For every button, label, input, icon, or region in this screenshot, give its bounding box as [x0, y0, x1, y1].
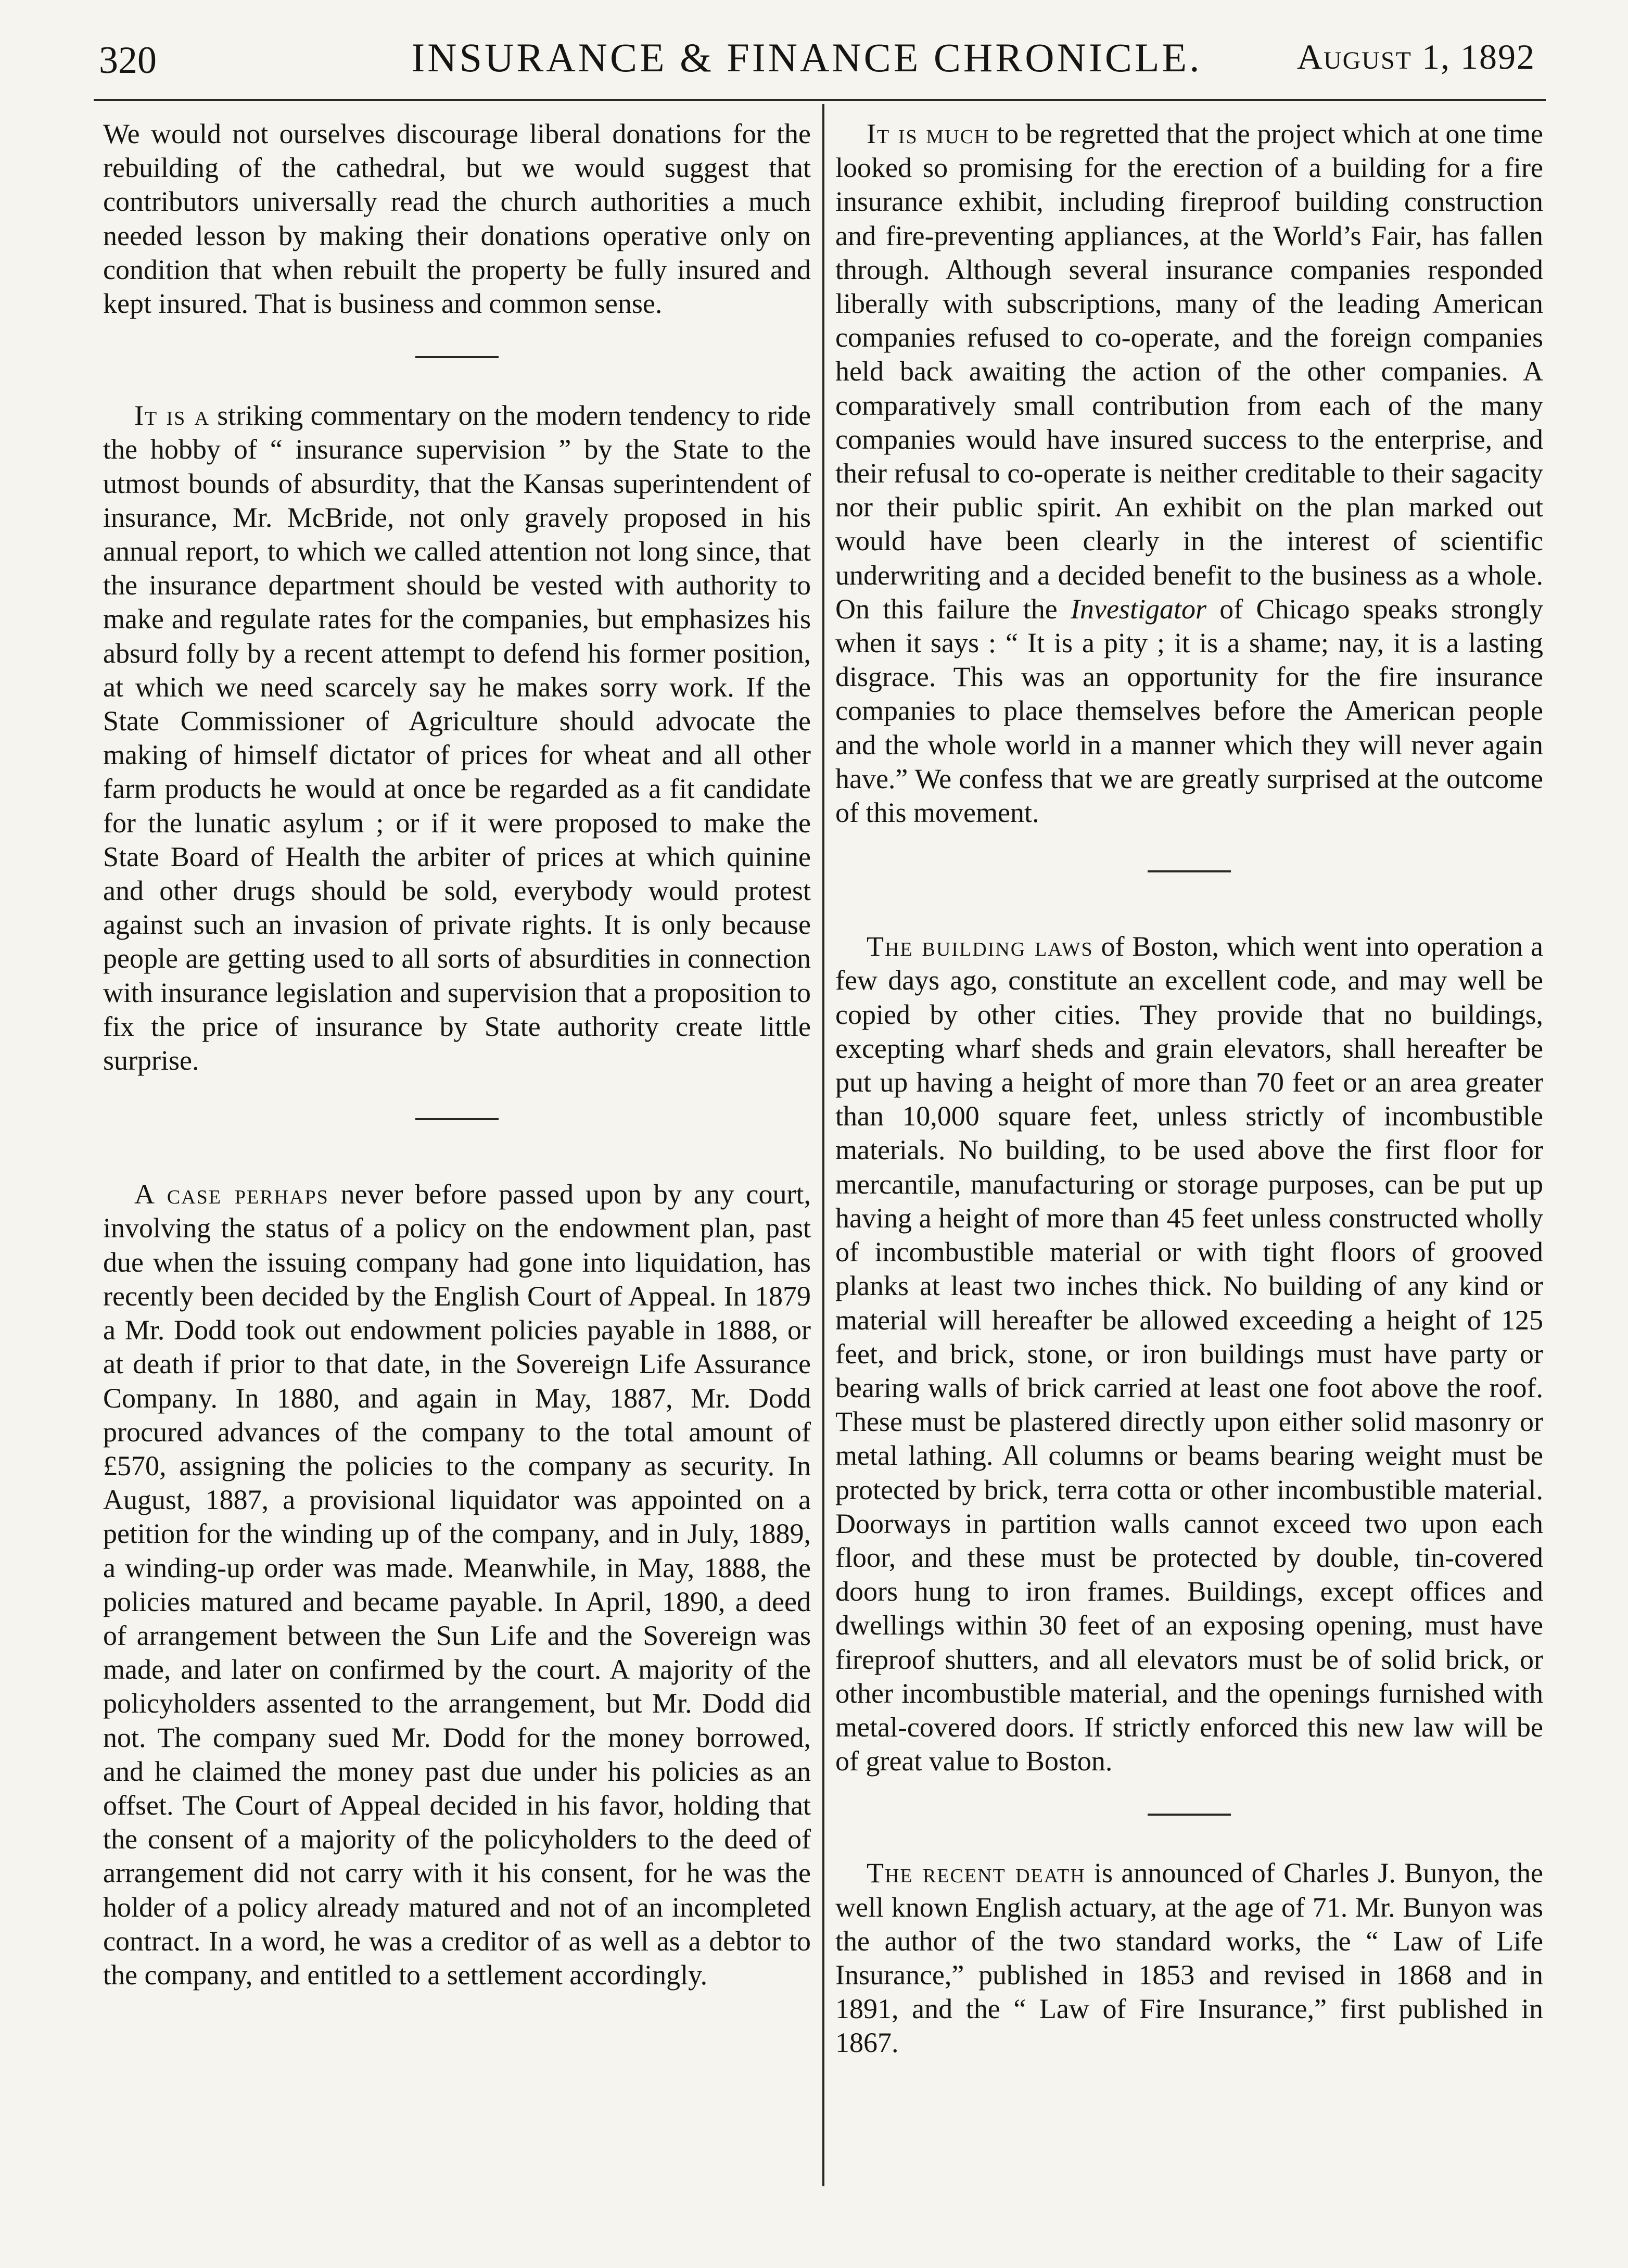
- article-lead: It is a: [134, 400, 210, 432]
- article-lead: The recent death: [867, 1857, 1086, 1889]
- section-separator: [415, 1118, 499, 1120]
- article-kansas-supervision: [103, 399, 811, 1078]
- article-lead: A case perhaps: [134, 1179, 329, 1210]
- article-body: striking commentary on the modern tendency to ride the hobby of “ insurance supervision ” by the State to the utmost bounds of absurdity, that the Kansas superintendent of insurance, Mr. McBride, not only gravely proposed in his annual report, to which we called attention not long since, that the insurance department should be vested with authority to make and regulate rates for the companies, but emphasizes his absurd folly by a recent attempt to defend his former position, at which we need scarcely say he makes sorry work. If the State Commissioner of Agriculture should advocate the making of himself dictator of prices for wheat and all other farm products he would at once be regarded as a fit candidate for the lunatic asylum ; or if it were proposed to make the State Board of Health the arbiter of prices at which quinine and other drugs should be sold, everybody would protest against such an invasion of private rights. It is only because people are getting used to all sorts of absurdities in connection with insurance legislation and supervision that a proposition to fix the price of insurance by State authority create little surprise.: [103, 400, 811, 1076]
- section-separator: [1148, 1814, 1231, 1816]
- article-body: to be regretted that the project which at one time looked so promising for the erection of a building for a fire insurance exhibit, including fireproof building construction and fire-preventing appliances, at the World’s Fair, has fallen through. Although several insurance companies responded liberally with subscriptions, many of the leading American companies refused to co-operate, and the foreign companies held back awaiting the action of the other companies. A comparatively small contribution from each of the many companies would have insured success to the enterprise, and their refusal to co-operate is neither creditable to their sagacity nor their public spirit. An exhibit on the plan marked out would have been clearly in the interest of scientific underwriting and a decided benefit to the business as a whole. On this failure the: [835, 118, 1543, 625]
- article-dodd-case: [103, 1177, 811, 1992]
- article-body-cont: of Chicago speaks strongly when it says : “ It is a pity ; it is a shame; nay, it is a lasting disgrace. This was an opportunity for the fire insurance companies to place themselves before the American people and the whole world in a manner which they will never again have.” We confess that we are greatly surprised at the outcome of this movement.: [835, 593, 1544, 829]
- article-cathedral-donations: We would not ourselves discourage liberal donations for the rebuilding of the cathedral, but we would suggest that contributors universally read the church authorities a much needed lesson by making their donations operative only on condition that when rebuilt the property be fully insured and kept insured. That is business and common sense.: [103, 118, 811, 320]
- publication-title: INSURANCE & FINANCE CHRONICLE.: [411, 35, 1202, 80]
- publication-name: Investigator: [1071, 593, 1206, 625]
- article-worlds-fair-exhibit: [835, 117, 1543, 830]
- article-lead: The building laws: [867, 931, 1093, 962]
- section-separator: [1148, 870, 1231, 872]
- article-body: of Boston, which went into operation a few days ago, constitute an excellent code, and may well be copied by other cities. They provide that no buildings, excepting wharf sheds and grain elevators, shall hereafter be put up having a height of more than 70 feet or an area greater than 10,000 square feet, unless strictly of incombustible materials. No building, to be used above the first floor for mercantile, manufacturing or storage purposes, can be put up having a height of more than 45 feet unless constructed wholly of incombustible material or with tight floors of grooved planks at least two inches thick. No building of any kind or material will hereafter be allowed exceeding a height of 125 feet, and brick, stone, or iron buildings must have party or bearing walls of brick carried at least one foot above the roof. These must be plastered directly upon either solid masonry or metal lathing. All columns or beams bearing weight must be protected by brick, terra cotta or other incombustible material. Doorways in partition walls cannot exceed two upon each floor, and these must be protected by double, tin-covered doors hung to iron frames. Buildings, except offices and dwellings within 30 feet of an exposing opening, must have fireproof shutters, and all elevators must be of solid brick, or other incombustible material, and the openings furnished with metal-covered doors. If strictly enforced this new law will be of great value to Boston.: [835, 931, 1544, 1777]
- page-header: [78, 34, 1535, 92]
- header-rule: [94, 99, 1546, 101]
- section-separator: [415, 356, 499, 358]
- article-body: is announced of Charles J. Bunyon, the well known English actuary, at the age of 71. Mr. Bunyon was the author of the two standard works, the “ Law of Life Insurance,” published in 1853 and revised in 1868 and in 1891, and the “ Law of Fire Insurance,” first published in 1867.: [835, 1857, 1544, 2059]
- page-number: 320: [99, 39, 157, 82]
- article-bunyon-obituary: [835, 1856, 1543, 2060]
- article-lead: It is much: [867, 118, 990, 149]
- issue-date: August 1, 1892: [1296, 37, 1535, 77]
- left-column: [103, 117, 811, 1992]
- article-body: never before passed upon by any court, involving the status of a policy on the endowment plan, past due when the issuing company had gone into liquidation, has recently been decided by the English Court of Appeal. In 1879 a Mr. Dodd took out endowment policies payable in 1888, or at death if prior to that date, in the Sovereign Life Assurance Company. In 1880, and again in May, 1887, Mr. Dodd procured advances of the company to the total amount of £570, assigning the policies to the company as security. In August, 1887, a provisional liquidator was appointed on a petition for the winding up of the company, and in July, 1889, a winding-up order was made. Meanwhile, in May, 1888, the policies matured and became payable. In April, 1890, a deed of arrangement between the Sun Life and the Sovereign was made, and later on confirmed by the court. A majority of the policyholders assented to the arrangement, but Mr. Dodd did not. The company sued Mr. Dodd for the money borrowed, and he claimed the money past due under his policies as an offset. The Court of Appeal decided in his favor, holding that the consent of a majority of the policyholders to the deed of arrangement did not carry with it his consent, for he was the holder of a policy already matured and not of an incompleted contract. In a word, he was a creditor of as well as a debtor to the company, and entitled to a settlement accordingly.: [103, 1179, 811, 1991]
- right-column: [835, 117, 1543, 2060]
- column-divider: [822, 104, 824, 2186]
- article-boston-building-laws: [835, 930, 1543, 1778]
